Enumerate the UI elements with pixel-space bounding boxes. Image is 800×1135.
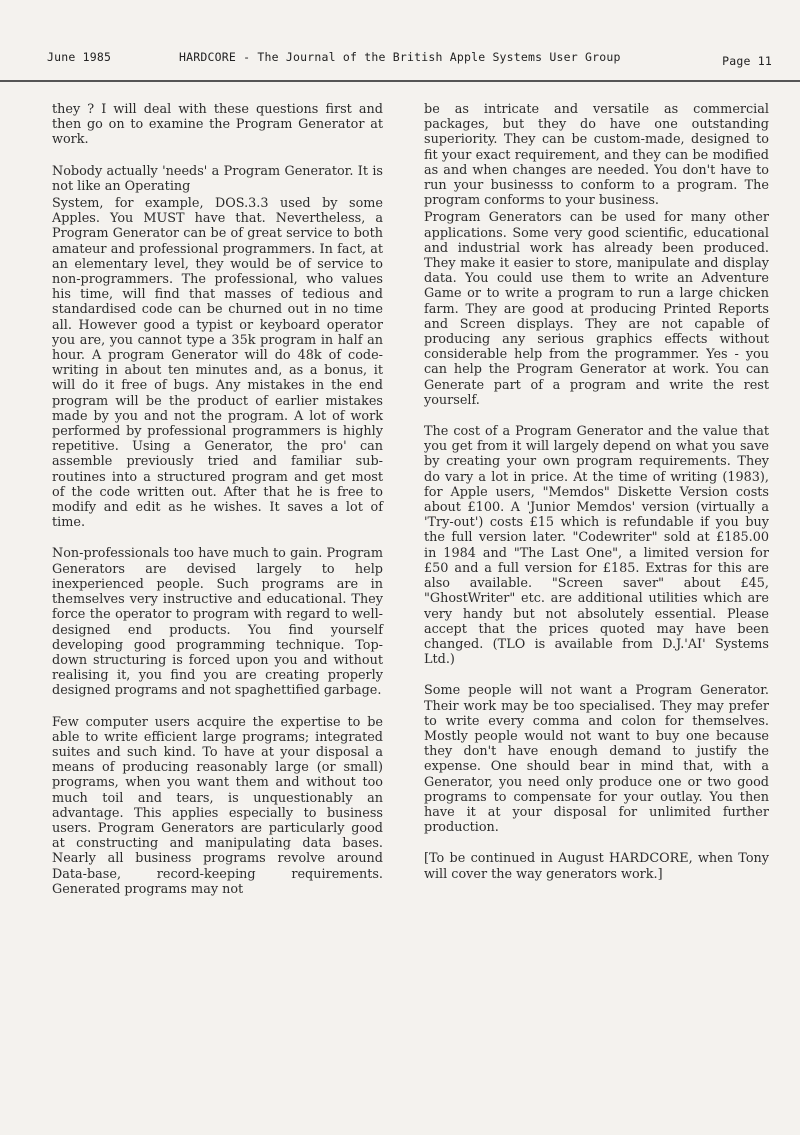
page-header xyxy=(47,50,772,70)
journal-title: HARDCORE - The Journal of the British Apple Systems User Group xyxy=(179,50,621,64)
left-column xyxy=(52,102,383,909)
header-rule xyxy=(0,80,800,82)
continuation-note: [To be continued in August HARDCORE, when Tony will cover the way generators work.] xyxy=(424,851,769,882)
issue-date: June 1985 xyxy=(47,50,112,64)
paragraph: Some people will not want a Program Generator. Their work may be too specialised. They may prefer to write every comma and colon for themselves. Mostly people would not want to buy one because they don't have enough demand to justify the expense. One should bear in mind that, with a Generator, you need only produce one or two good programs to compensate for your outlay. You then have it at your disposal for unlimited further production. xyxy=(424,683,769,836)
paragraph: Non-professionals too have much to gain. Program Generators are devised largely to help inexperienced people. Such programs are in themselves very instructive and educational. They force the operator to program with regard to well-designed end products. You find yourself developing good programming technique. Top-down structuring is forced upon you and without realising it, you find you are creating properly designed programs and not spaghettified garbage. xyxy=(52,546,383,699)
page-number: Page 11 xyxy=(722,54,772,68)
paragraph: The cost of a Program Generator and the value that you get from it will largely depend on what you save by creating your own program requirements. They do vary a lot in price. At the time of writing (1983), for Apple users, "Memdos" Diskette Version costs about £100. A 'Junior Memdos' version (virtually a 'Try-out') costs £15 which is refundable if you buy the full version later. "Codewriter" sold at £185.00 in 1984 and "The Last One", a limited version for £50 and a full version for £185. Extras for this are also available. "Screen saver" about £45, "GhostWriter" etc. are additional utilities which are very handy but not absolutely essential. Please accept that the prices quoted may have been changed. (TLO is available from D.J.'AI' Systems Ltd.) xyxy=(424,424,769,668)
paragraph: Few computer users acquire the expertise to be able to write efficient large programs; integrated suites and such kind. To have at your disposal a means of producing reasonably large (or small) programs, when you want them and without too much toil and tears, is unquestionably an advantage. This applies especially to business users. Program Generators are particularly good at constructing and manipulating data bases. Nearly all business programs revolve around Data-base, record-keeping requirements. Generated programs may not xyxy=(52,714,383,897)
paragraph: Nobody actually 'needs' a Program Generator. It is not like an Operating xyxy=(52,163,383,194)
right-column xyxy=(424,102,769,894)
paragraph: System, for example, DOS.3.3 used by some Apples. You MUST have that. Nevertheless, a Program Generator can be of great service to both amateur and professional programmers. In fact, at an elementary level, they would be of service to non-programmers. The professional, who values his time, will find that masses of tedious and standardised code can be churned out in no time all. However good a typist or keyboard operator you are, you cannot type a 35k program in half an hour. A program Generator will do 48k of code-writing in about ten minutes and, as a bonus, it will do it free of bugs. Any mistakes in the end program will be the product of earlier mistakes made by you and not the program. A lot of work performed by professional programmers is highly repetitive. Using a Generator, the pro' can assemble previously tried and familiar sub-routines into a structured program and get most of the code written out. After that he is free to modify and edit as he wishes. It saves a lot of time. xyxy=(52,196,383,531)
paragraph: be as intricate and versatile as commercial packages, but they do have one outstanding superiority. They can be custom-made, designed to fit your exact requirement, and they can be modified as and when changes are needed. You don't have to run your businesss to conform to a program. The program conforms to your business. xyxy=(424,102,769,209)
paragraph: Program Generators can be used for many other applications. Some very good scientific, educational and industrial work has already been produced. They make it easier to store, manipulate and display data. You could use them to write an Adventure Game or to write a program to run a large chicken farm. They are good at producing Printed Reports and Screen displays. They are not capable of producing any serious graphics effects without considerable help from the programmer. Yes - you can help the Program Generator at work. You can Generate part of a program and write the rest yourself. xyxy=(424,210,769,408)
paragraph: they ? I will deal with these questions first and then go on to examine the Program Generator at work. xyxy=(52,102,383,148)
